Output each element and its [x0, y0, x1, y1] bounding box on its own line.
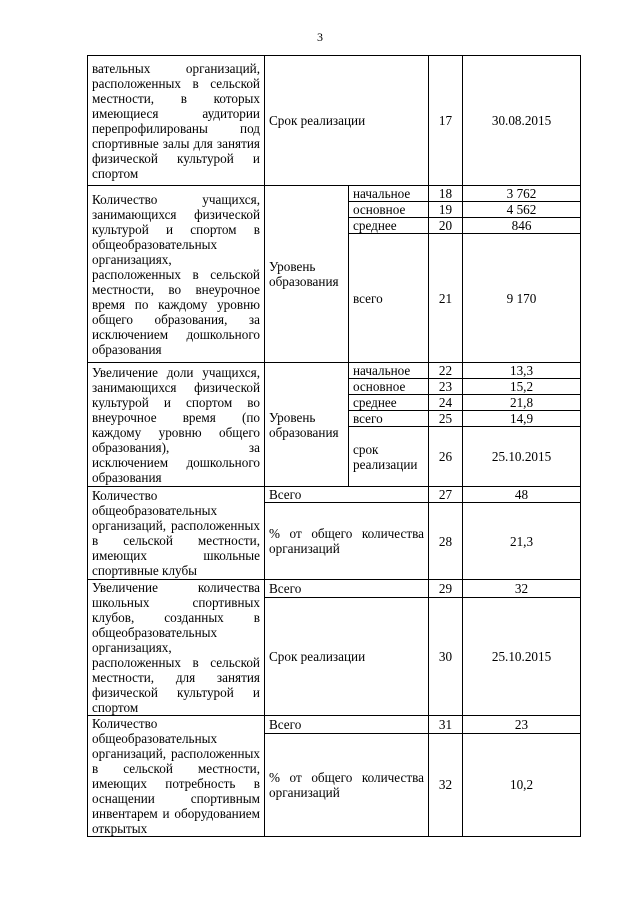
row-value: 25.10.2015 — [463, 597, 581, 715]
row-value: 9 170 — [463, 234, 581, 363]
row-description: Количество общеобразовательных организаций, расположенных в сельской местности, имеющих школьные спортивные клубы — [88, 487, 265, 580]
row-value: 13,3 — [463, 363, 581, 379]
row-number: 22 — [429, 363, 463, 379]
row-description: Количество общеобразовательных организаций, расположенных в сельской местности, имеющих потребность в оснащении спортивным инвентарем и оборудованием открытых — [88, 716, 265, 837]
item-label: Всего — [265, 487, 429, 503]
row-number: 20 — [429, 218, 463, 234]
item-label: % от общего количества организаций — [265, 733, 429, 836]
table-row — [88, 363, 581, 379]
row-description: вательных организаций, расположенных в сельской местности, в которых имеющиеся аудитории перепрофилированы под спортивные залы для занятия физической культурой и спортом — [88, 56, 265, 186]
row-number: 31 — [429, 716, 463, 734]
table-row — [88, 716, 581, 734]
table-row — [88, 186, 581, 202]
row-description: Увеличение количества школьных спортивных клубов, созданных в общеобразовательных организациях, расположенных в сельской местности, для занятия физической культурой и спортом — [88, 580, 265, 716]
sub-level-label: всего — [349, 411, 429, 427]
sub-level-label: основное — [349, 202, 429, 218]
indicators-table — [87, 55, 581, 837]
row-value: 23 — [463, 716, 581, 734]
row-number: 26 — [429, 427, 463, 487]
row-description: Количество учащихся, занимающихся физической культурой и спортом в общеобразовательных организациях, расположенных в сельской местности, во внеурочное время по каждому уровню общего образования, за исключением дошкольного образования — [88, 186, 265, 363]
sub-level-label: срок реализации — [349, 427, 429, 487]
row-number: 19 — [429, 202, 463, 218]
row-description: Увеличение доли учащихся, занимающихся физической культурой и спортом во внеурочное время (по каждому уровню общего образования), за исключением дошкольного образования — [88, 363, 265, 487]
sub-level-label: среднее — [349, 395, 429, 411]
row-value: 21,8 — [463, 395, 581, 411]
item-label: Срок реализации — [265, 597, 429, 715]
row-number: 28 — [429, 503, 463, 580]
row-value: 3 762 — [463, 186, 581, 202]
row-number: 25 — [429, 411, 463, 427]
row-value: 32 — [463, 580, 581, 598]
row-value: 30.08.2015 — [463, 56, 581, 186]
row-value: 846 — [463, 218, 581, 234]
row-indicator: Уровень образования — [265, 363, 349, 487]
item-label: % от общего количества организаций — [265, 503, 429, 580]
row-value: 4 562 — [463, 202, 581, 218]
table-row — [88, 580, 581, 598]
table-row — [88, 487, 581, 503]
row-number: 29 — [429, 580, 463, 598]
page-number: 3 — [317, 30, 323, 44]
row-value: 25.10.2015 — [463, 427, 581, 487]
row-value: 48 — [463, 487, 581, 503]
row-number: 18 — [429, 186, 463, 202]
sub-level-label: всего — [349, 234, 429, 363]
row-number: 30 — [429, 597, 463, 715]
row-number: 21 — [429, 234, 463, 363]
row-number: 17 — [429, 56, 463, 186]
sub-level-label: начальное — [349, 186, 429, 202]
row-number: 23 — [429, 379, 463, 395]
sub-level-label: начальное — [349, 363, 429, 379]
row-number: 27 — [429, 487, 463, 503]
row-number: 24 — [429, 395, 463, 411]
sub-level-label: среднее — [349, 218, 429, 234]
row-value: 14,9 — [463, 411, 581, 427]
item-label: Всего — [265, 580, 429, 598]
sub-level-label: основное — [349, 379, 429, 395]
row-indicator: Срок реализации — [265, 56, 429, 186]
table-row — [88, 56, 581, 186]
row-indicator: Уровень образования — [265, 186, 349, 363]
row-value: 15,2 — [463, 379, 581, 395]
row-number: 32 — [429, 733, 463, 836]
item-label: Всего — [265, 716, 429, 734]
row-value: 21,3 — [463, 503, 581, 580]
row-value: 10,2 — [463, 733, 581, 836]
